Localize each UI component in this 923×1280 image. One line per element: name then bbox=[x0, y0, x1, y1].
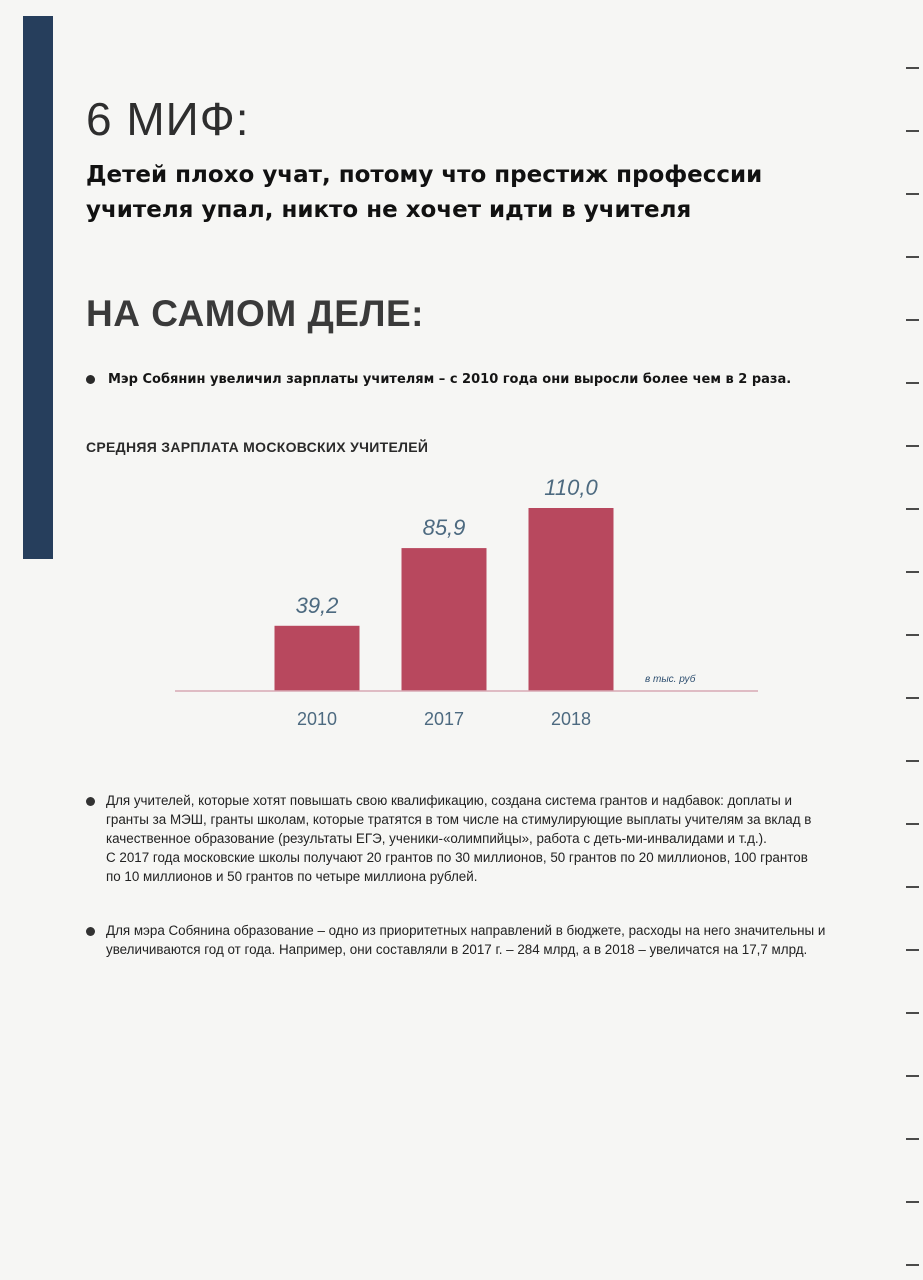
detail-bullet-budget-text bbox=[106, 921, 826, 959]
edge-tick-mark bbox=[906, 1012, 919, 1014]
myth-statement: Детей плохо учат, потому что престиж профессии учителя упал, никто не хочет идти в учителя bbox=[86, 162, 763, 223]
unit-label: в тыс. руб bbox=[645, 674, 696, 685]
binder-edge-marks bbox=[903, 0, 923, 1280]
edge-tick-mark bbox=[906, 193, 919, 195]
edge-tick-mark bbox=[906, 697, 919, 699]
edge-tick-mark bbox=[906, 760, 919, 762]
edge-tick-mark bbox=[906, 382, 919, 384]
edge-tick-mark bbox=[906, 130, 919, 132]
grants-figures-paragraph: С 2017 года московские школы получают 20 грантов по 30 миллионов, 50 грантов по 20 миллионов, 100 грантов по 10 миллионов и 50 грантов по четыре миллиона рублей. bbox=[106, 850, 808, 884]
edge-tick-mark bbox=[906, 571, 919, 573]
grants-paragraph: Для учителей, которые хотят повышать свою квалификацию, создана система грантов и надбавок: доплаты и гранты за МЭШ, гранты школам, которые тратятся в том числе на стимулирующие выплаты учителям за вклад в качественное образование (результаты ЕГЭ, ученики-«олимпийцы», работа с деть-ми-инвалидами и т.д.). bbox=[106, 793, 812, 846]
edge-tick-mark bbox=[906, 1138, 919, 1140]
chart-title: СРЕДНЯЯ ЗАРПЛАТА МОСКОВСКИХ УЧИТЕЛЕЙ bbox=[86, 439, 429, 455]
lead-bullet-text: Мэр Собянин увеличил зарплаты учителям – с 2010 года они выросли более чем в 2 раза. bbox=[108, 372, 792, 387]
lead-bullet bbox=[86, 372, 791, 387]
detail-bullet-grants-text bbox=[106, 791, 826, 886]
bullet-dot-icon bbox=[86, 927, 95, 936]
value-label-2010: 39,2 bbox=[295, 592, 339, 618]
edge-tick-mark bbox=[906, 1264, 919, 1266]
edge-tick-mark bbox=[906, 508, 919, 510]
budget-paragraph: Для мэра Собянина образование – одно из приоритетных направлений в бюджете, расходы на него значительны и увеличиваются год от года. Например, они составляли в 2017 г. – 284 млрд, а в 2018 – увеличатся на 17,7 млрд. bbox=[106, 923, 826, 957]
bullet-dot-icon bbox=[86, 797, 95, 806]
edge-tick-mark bbox=[906, 319, 919, 321]
detail-bullet-budget bbox=[86, 921, 826, 959]
edge-tick-mark bbox=[906, 634, 919, 636]
edge-tick-mark bbox=[906, 949, 919, 951]
edge-tick-mark bbox=[906, 823, 919, 825]
detail-bullet-grants bbox=[86, 791, 826, 886]
bullet-dot-icon bbox=[86, 375, 95, 384]
myth-title: 6 МИФ: bbox=[86, 93, 250, 145]
category-label-2017: 2017 bbox=[423, 709, 465, 729]
reality-title: НА САМОМ ДЕЛЕ: bbox=[86, 293, 424, 334]
edge-tick-mark bbox=[906, 1201, 919, 1203]
edge-tick-mark bbox=[906, 67, 919, 69]
value-label-2018: 110,0 bbox=[544, 475, 598, 500]
edge-tick-mark bbox=[906, 886, 919, 888]
edge-tick-mark bbox=[906, 1075, 919, 1077]
bar-2010 bbox=[275, 626, 360, 691]
category-label-2010: 2010 bbox=[296, 709, 338, 729]
value-label-2017: 85,9 bbox=[422, 515, 466, 541]
edge-tick-mark bbox=[906, 256, 919, 258]
edge-tick-mark bbox=[906, 445, 919, 447]
salary-bar-chart bbox=[0, 460, 923, 750]
bar-2018 bbox=[529, 508, 614, 691]
bar-2017 bbox=[402, 548, 487, 691]
category-label-2018: 2018 bbox=[550, 709, 592, 729]
